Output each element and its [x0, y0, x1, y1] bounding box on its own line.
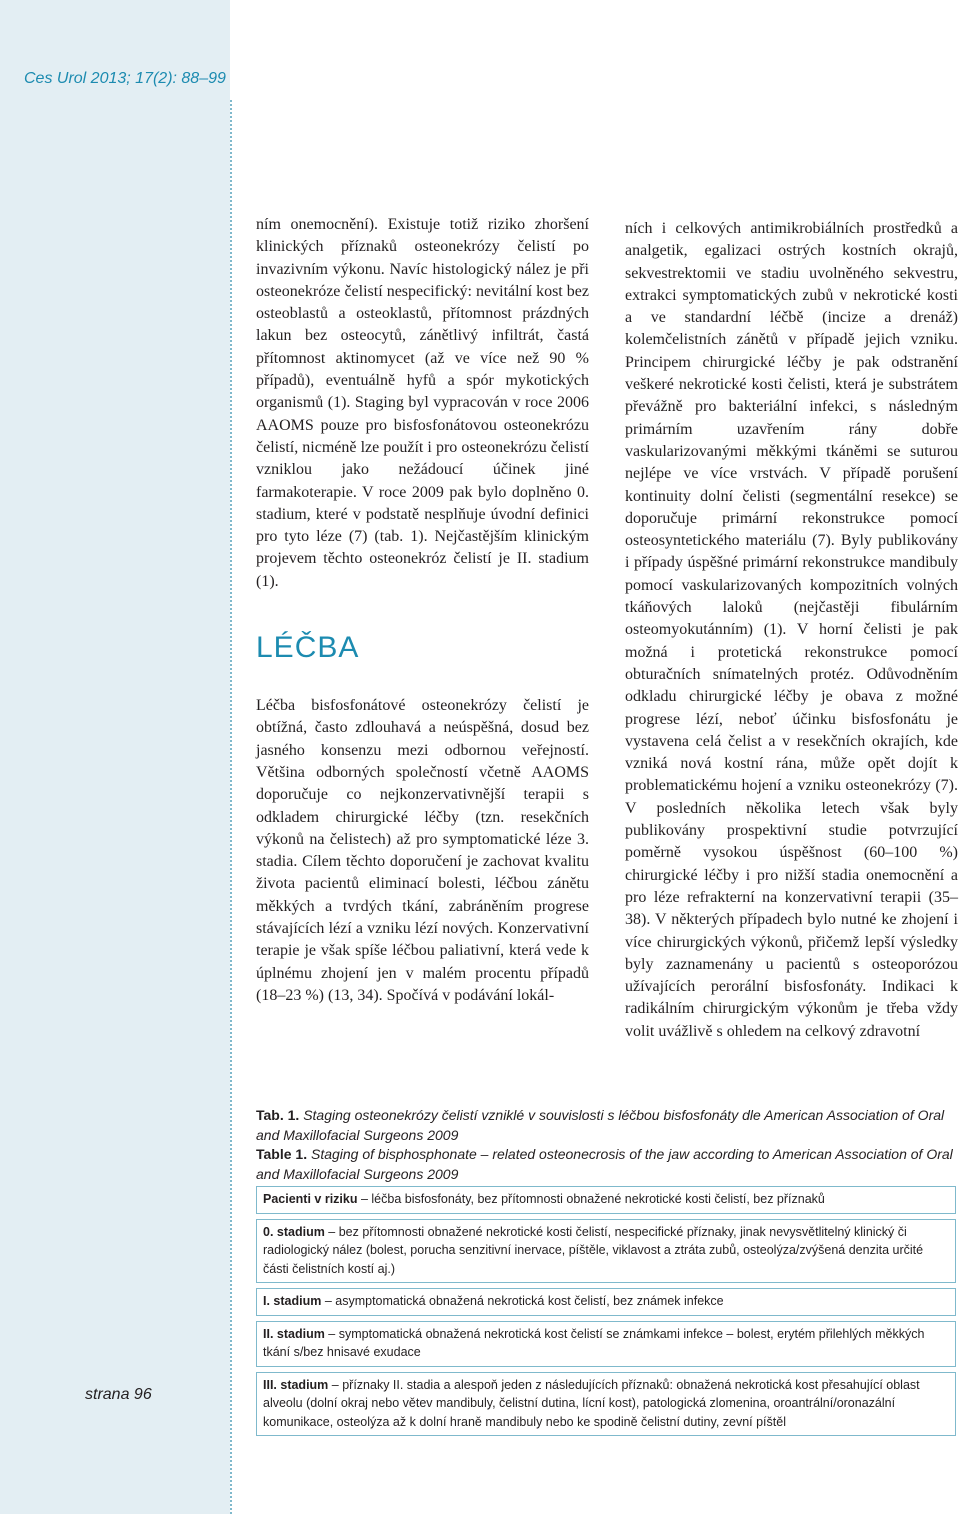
body-paragraph: Léčba bisfosfonátové osteonekrózy čelistí je obtížná, často zdlouhavá a neúspěšná, dosud bez jasného konsenzu mezi odbornou veřejností. Většina odborných společností včetně AAOMS doporučuje co nejkonzervativnější terapii s odkladem chirurgické léčby (tzn. resekčních výkonů na čelistech) až pro symptomatické léze 3. stadia. Cílem těchto doporučení je zachovat kvalitu života pacientů eliminací bolesti, léčbou zánětu měkkých a tvrdých tkání, zabráněním progrese stávajících lézí a vzniku lézí nových. Konzervativní terapie je však spíše léčbou paliativní, která vede k úplnému zhojení jen v malém procentu případů (18–23 %) (13, 34). Spočívá v podávání lokál-	[256, 697, 589, 1004]
table-row: II. stadium – symptomatická obnažená nekrotická kost čelistí se známkami infekce – bolest, erytém přilehlých měkkých tkání s/bez hnisavé exudace	[256, 1321, 956, 1367]
caption-english	[256, 1145, 960, 1184]
body-paragraph: ních i celkových antimikrobiálních prostředků a analgetik, egalizaci ostrých kostních okrajů, sekvestrektomii ve stadiu uvolněného sekvestru, extrakci symptomatických zubů v nekrotické kosti a ve standardní léčbě (incize a drenáž) kolemčelistních zánětů v případě jejich vzniku. Principem chirurgické léčby je pak odstranění veškeré nekrotické kosti čelisti, která je substrátem převážně pro bakteriální infekci, s následným primárním uzavřením rány dobře vaskularizovanými měkkými tkáněmi se suturou nejlépe ve více vrstvách. V případě porušení kontinuity dolní čelisti (segmentální resekce) se doporučuje primární rekonstrukce pomocí osteosyntetického materiálu (7). Byly publikovány i případy úspěšné primární rekonstrukce mandibuly pomocí vaskularizovaných kompozitních volných tkáňových laloků (nejčastěji fibulárním osteomyokutánním) (1). V horní čelisti je pak možná i protetická rekonstrukce pomocí obturačních snímatelných protéz. Odůvodněním odkladu chirurgické léčby je obava z možné progrese lézí, neboť účinku bisfosfonátu je vystavena celá čelist a v resekčních okrajích, kde vzniká nová kostní rána, může opět dojít k problematickému hojení a vzniku osteonekrózy (7). V posledních několika letech však byly publikovány prospektivní studie potvrzující poměrně vysokou úspěšnost (60–100 %) chirurgické léčby i pro nižší stadia onemocnění a pro léze refrakterní na konzervativní terapii (35–38). V některých případech bylo nutné ke zhojení i více chirurgických výkonů, přičemž lepší výsledky byly zaznamenány u pacientů s osteoporózou užívajících perorální bisfosfonáty. Indikaci k radikálním chirurgickým výkonům je třeba vždy volit uvážlivě s ohledem na celkový zdravotní	[625, 220, 958, 1040]
stage-description: asymptomatická obnažená nekrotická kost čelistí, bez známek infekce	[335, 1294, 724, 1308]
stage-label: Pacienti v riziku	[263, 1192, 358, 1206]
page-margin-band	[0, 0, 230, 1514]
stage-label: II. stadium	[263, 1326, 325, 1341]
table-row: I. stadium – asymptomatická obnažená nekrotická kost čelistí, bez známek infekce	[256, 1288, 956, 1316]
table-caption	[256, 1106, 960, 1184]
staging-table	[256, 1186, 956, 1441]
table-row: 0. stadium – bez přítomnosti obnažené nekrotické kosti čelistí, nespecifické příznaky, jinak nevysvětlitelný klinický či radiologický nález (bolest, porucha senzitivní inervace, píštěle, viklavost a ztráta zubů, osteolýza/zvýšená denzita určité části čelistních kostí aj.)	[256, 1219, 956, 1284]
caption-label: Tab. 1.	[256, 1107, 300, 1123]
table-row: III. stadium – příznaky II. stadia a alespoň jeden z následujících příznaků: obnažená nekrotická kost přesahující oblast alveolu (dolní okraj nebo větev mandibuly, čelistní dutina, lícní kost), patologická zlomenina, oroantrální/oronazální komunikace, osteolýza až k dolní hraně mandibuly nebo ke spodině čelistní dutiny, zevní píštěl	[256, 1372, 956, 1437]
stage-description: symptomatická obnažená nekrotická kost čelistí se známkami infekce – bolest, erytém přilehlých měkkých tkání s/bez hnisavé exudace	[263, 1326, 925, 1359]
body-paragraph: ním onemocnění). Existuje totiž riziko zhoršení klinických příznaků osteonekrózy čelistí po invazivním výkonu. Navíc histologický nález je při osteonekróze čelistí nespecifický: nevitální kost bez osteoblastů a osteoklastů, přítomnost prázdných lakun bez osteocytů, zánětlivý infiltrát, častá přítomnost aktinomycet (až ve více než 90 % případů), eventuálně hyfů a spór mykotických organismů (1). Staging byl vypracován v roce 2006 AAOMS pouze pro bisfosfonátovou osteonekrózu čelistí, nicméně lze použít i pro osteonekrózu čelistí vzniklou jako nežádoucí účinek jiné farmakoterapie. V roce 2009 pak bylo doplněno 0. stadium, které v podstatě nesplňuje úvodní definici pro tyto léze (7) (tab. 1). Nejčastějším klinickým projevem těchto osteonekróz čelistí je II. stadium (1).	[256, 216, 589, 590]
table-row: Pacienti v riziku – léčba bisfosfonáty, bez přítomnosti obnažené nekrotické kosti čelistí, bez příznaků	[256, 1186, 956, 1214]
journal-reference: Ces Urol 2013; 17(2): 88–99	[24, 70, 226, 87]
stage-description: příznaky II. stadia a alespoň jeden z následujících příznaků: obnažená nekrotická kost přesahující oblast alveolu (dolní okraj nebo větev mandibuly, čelistní dutina, lícní kost), patologická zlomenina, oroantrální/oronazální komunikace, osteolýza až k dolní hraně mandibuly nebo ke spodině čelistní dutiny, zevní píštěl	[263, 1377, 920, 1429]
stage-label: I. stadium	[263, 1294, 322, 1308]
stage-label: 0. stadium	[263, 1224, 325, 1239]
stage-label: III. stadium	[263, 1377, 329, 1392]
stage-description: bez přítomnosti obnažené nekrotické kosti čelistí, nespecifické příznaky, jinak nevysvětlitelný klinický či radiologický nález (bolest, porucha senzitivní inervace, píštěle, viklavost a ztráta zubů, osteolýza/zvýšená denzita určité části čelistních kostí aj.)	[263, 1224, 924, 1276]
caption-label: Table 1.	[256, 1146, 308, 1162]
margin-divider	[230, 100, 232, 1514]
caption-czech	[256, 1106, 960, 1145]
section-heading: LÉČBA	[256, 631, 360, 665]
stage-description: léčba bisfosfonáty, bez přítomnosti obnažené nekrotické kosti čelistí, bez příznaků	[371, 1192, 825, 1206]
caption-text: Staging osteonekrózy čelistí vzniklé v souvislosti s léčbou bisfosfonáty dle American Association of Oral and Maxillofacial Surgeons 2009	[256, 1107, 945, 1143]
page-number: strana 96	[85, 1386, 152, 1403]
caption-text: Staging of bisphosphonate – related osteonecrosis of the jaw according to American Association of Oral and Maxillofacial Surgeons 2009	[256, 1146, 953, 1182]
left-text-column	[256, 214, 589, 1007]
right-text-column	[625, 218, 958, 1043]
